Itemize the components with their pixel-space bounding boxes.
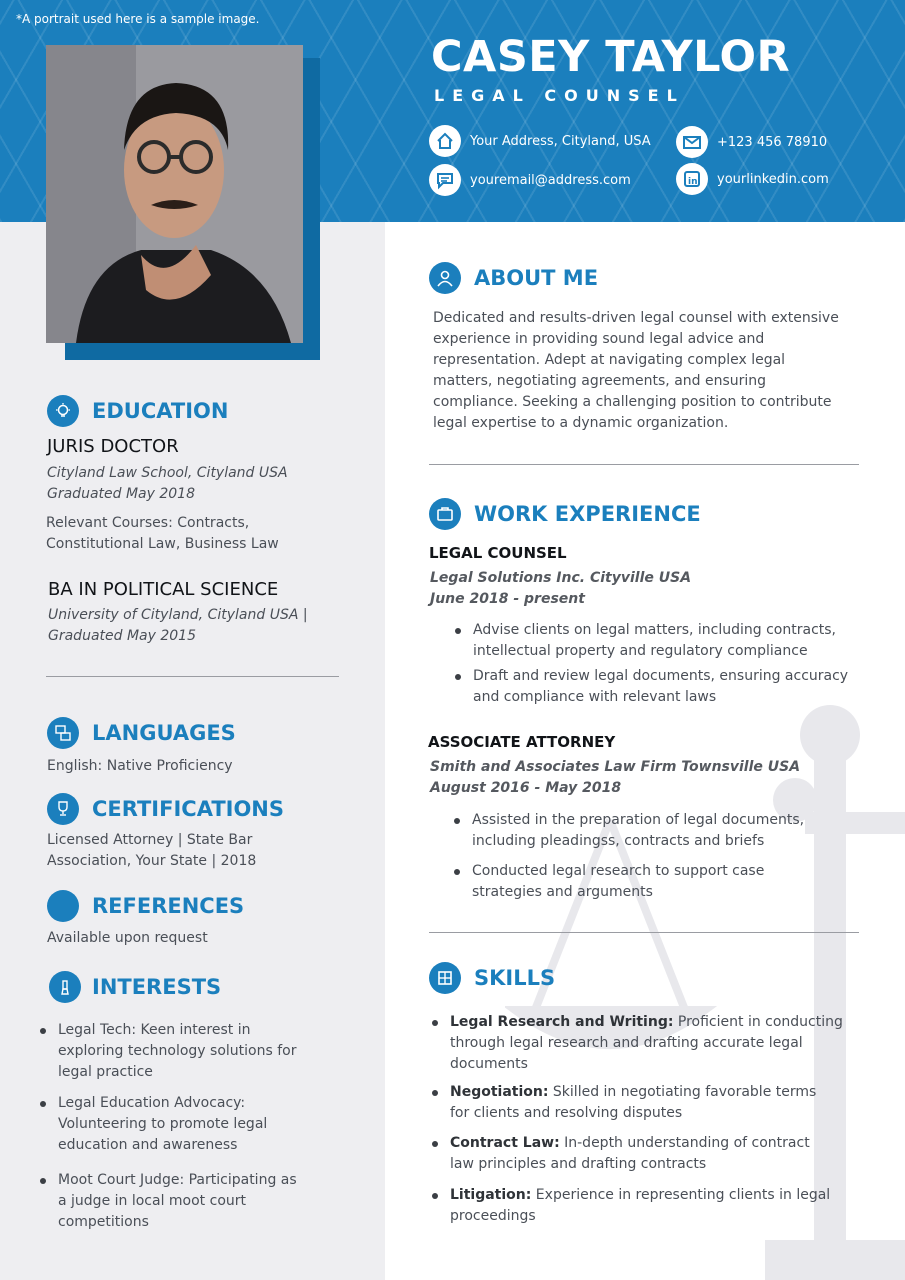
list-item	[450, 1082, 870, 1124]
references-title: REFERENCES	[92, 894, 245, 918]
job-company: Legal Solutions Inc. Cityville USA	[430, 570, 692, 586]
divider	[46, 676, 339, 677]
list-item	[473, 620, 893, 662]
contact-phone	[676, 126, 827, 158]
interests-list	[58, 1020, 348, 1233]
skill-text: In-depth understanding of contract	[559, 1135, 810, 1151]
briefcase-icon	[429, 498, 461, 530]
trophy-icon	[47, 793, 79, 825]
bullet-line: Draft and review legal documents, ensuring accuracy	[473, 668, 849, 684]
about-line: legal expertise to a dynamic organization.	[433, 415, 729, 431]
languages-heading	[47, 717, 236, 749]
interest-line: Moot Court Judge: Participating as	[58, 1172, 297, 1188]
interests-heading	[49, 971, 221, 1003]
person-icon	[429, 262, 461, 294]
job-dates: June 2018 - present	[430, 591, 585, 607]
list-item	[58, 1020, 348, 1083]
divider	[429, 464, 859, 465]
divider	[429, 932, 859, 933]
svg-text:in: in	[688, 177, 698, 187]
about-line: representation. Adept at navigating complex legal	[433, 352, 786, 368]
email-text: youremail@address.com	[470, 172, 631, 188]
graduation-date: Graduated May 2015	[48, 628, 196, 644]
skills-heading	[429, 962, 555, 994]
degree-title: JURIS DOCTOR	[47, 436, 179, 457]
language-text: English: Native Proficiency	[47, 758, 233, 774]
interest-line: legal practice	[58, 1064, 153, 1080]
certifications-title: CERTIFICATIONS	[92, 797, 285, 821]
skill-label: Litigation:	[450, 1187, 532, 1203]
courses-line: Relevant Courses: Contracts,	[46, 515, 250, 531]
skill-label: Contract Law:	[450, 1135, 560, 1151]
school-name: Cityland Law School, Cityland USA	[47, 465, 288, 481]
skill-line: law principles and drafting contracts	[450, 1156, 707, 1172]
interest-line: exploring technology solutions for	[58, 1043, 297, 1059]
education-title: EDUCATION	[92, 399, 229, 423]
list-item	[473, 666, 893, 708]
job-title: LEGAL COUNSEL	[429, 544, 567, 562]
lightbulb-icon	[47, 395, 79, 427]
education-heading	[47, 395, 228, 427]
references-text: Available upon request	[47, 930, 208, 946]
skills-list	[450, 1012, 870, 1227]
skill-label: Negotiation:	[450, 1084, 549, 1100]
references-heading	[47, 890, 244, 922]
about-title: ABOUT ME	[474, 266, 599, 290]
skill-line: through legal research and drafting accurate legal	[450, 1035, 803, 1051]
interest-line: Legal Education Advocacy:	[58, 1095, 246, 1111]
skill-line: proceedings	[450, 1208, 536, 1224]
contact-address	[429, 125, 651, 157]
list-item	[472, 861, 892, 903]
bullet-line: and compliance with relevant laws	[473, 689, 717, 705]
linkedin-text: yourlinkedin.com	[717, 171, 829, 187]
sample-image-note: *A portrait used here is a sample image.	[16, 12, 260, 26]
job-bullets	[472, 810, 892, 903]
job-title: ASSOCIATE ATTORNEY	[428, 733, 616, 751]
phone-text: +123 456 78910	[717, 134, 828, 150]
about-text	[433, 308, 873, 434]
home-icon	[429, 125, 461, 157]
about-line: Dedicated and results-driven legal counsel with extensive	[433, 310, 839, 326]
bullet-line: Assisted in the preparation of legal documents,	[472, 812, 805, 828]
skill-line: for clients and resolving disputes	[450, 1105, 683, 1121]
list-item	[58, 1093, 348, 1156]
skill-text: Experience in representing clients in legal	[531, 1187, 831, 1203]
interest-line: Legal Tech: Keen interest in	[58, 1022, 251, 1038]
list-item	[58, 1170, 348, 1233]
interest-line: education and awareness	[58, 1137, 238, 1153]
bullet-line: Advise clients on legal matters, including contracts,	[473, 622, 837, 638]
work-title: WORK EXPERIENCE	[474, 502, 701, 526]
bullet-line: including pleadingss, contracts and briefs	[472, 833, 765, 849]
bullet-line: strategies and arguments	[472, 884, 653, 900]
work-heading	[429, 498, 701, 530]
job-company: Smith and Associates Law Firm Townsville USA	[430, 759, 801, 775]
job-bullets	[473, 620, 893, 708]
skill-text: Proficient in conducting	[673, 1014, 843, 1030]
bullet-line: intellectual property and regulatory compliance	[473, 643, 808, 659]
contact-linkedin	[676, 163, 829, 195]
skill-text: Skilled in negotiating favorable terms	[548, 1084, 817, 1100]
degree-title: BA IN POLITICAL SCIENCE	[48, 579, 279, 600]
linkedin-icon	[676, 163, 708, 195]
list-item	[450, 1012, 870, 1075]
person-name: CASEY TAYLOR	[431, 32, 791, 82]
list-item	[450, 1133, 870, 1175]
about-heading	[429, 262, 598, 294]
interest-line: competitions	[58, 1214, 149, 1230]
list-item	[450, 1185, 870, 1227]
skills-title: SKILLS	[474, 966, 556, 990]
certifications-heading	[47, 793, 284, 825]
chat-icon	[429, 164, 461, 196]
certification-line: Association, Your State | 2018	[47, 853, 257, 869]
references-icon	[47, 890, 79, 922]
interest-line: Volunteering to promote legal	[58, 1116, 268, 1132]
skill-line: documents	[450, 1056, 528, 1072]
language-icon	[47, 717, 79, 749]
interests-title: INTERESTS	[92, 975, 222, 999]
list-item	[472, 810, 892, 852]
about-line: matters, negotiating agreements, and ensuring	[433, 373, 767, 389]
contact-email	[429, 164, 631, 196]
skill-label: Legal Research and Writing:	[450, 1014, 674, 1030]
certification-line: Licensed Attorney | State Bar	[47, 832, 253, 848]
school-name: University of Cityland, Cityland USA |	[48, 607, 308, 623]
graduation-date: Graduated May 2018	[47, 486, 195, 502]
interest-line: a judge in local moot court	[58, 1193, 247, 1209]
about-line: experience in providing sound legal advice and	[433, 331, 765, 347]
person-role: LEGAL COUNSEL	[434, 86, 685, 105]
address-text: Your Address, Cityland, USA	[470, 133, 651, 149]
puzzle-icon	[429, 962, 461, 994]
bullet-line: Conducted legal research to support case	[472, 863, 765, 879]
job-dates: August 2016 - May 2018	[430, 780, 622, 796]
languages-title: LANGUAGES	[92, 721, 236, 745]
about-line: compliance. Seeking a challenging position to contribute	[433, 394, 832, 410]
chess-piece-icon	[49, 971, 81, 1003]
mail-icon	[676, 126, 708, 158]
profile-photo	[46, 45, 303, 343]
courses-line: Constitutional Law, Business Law	[46, 536, 279, 552]
